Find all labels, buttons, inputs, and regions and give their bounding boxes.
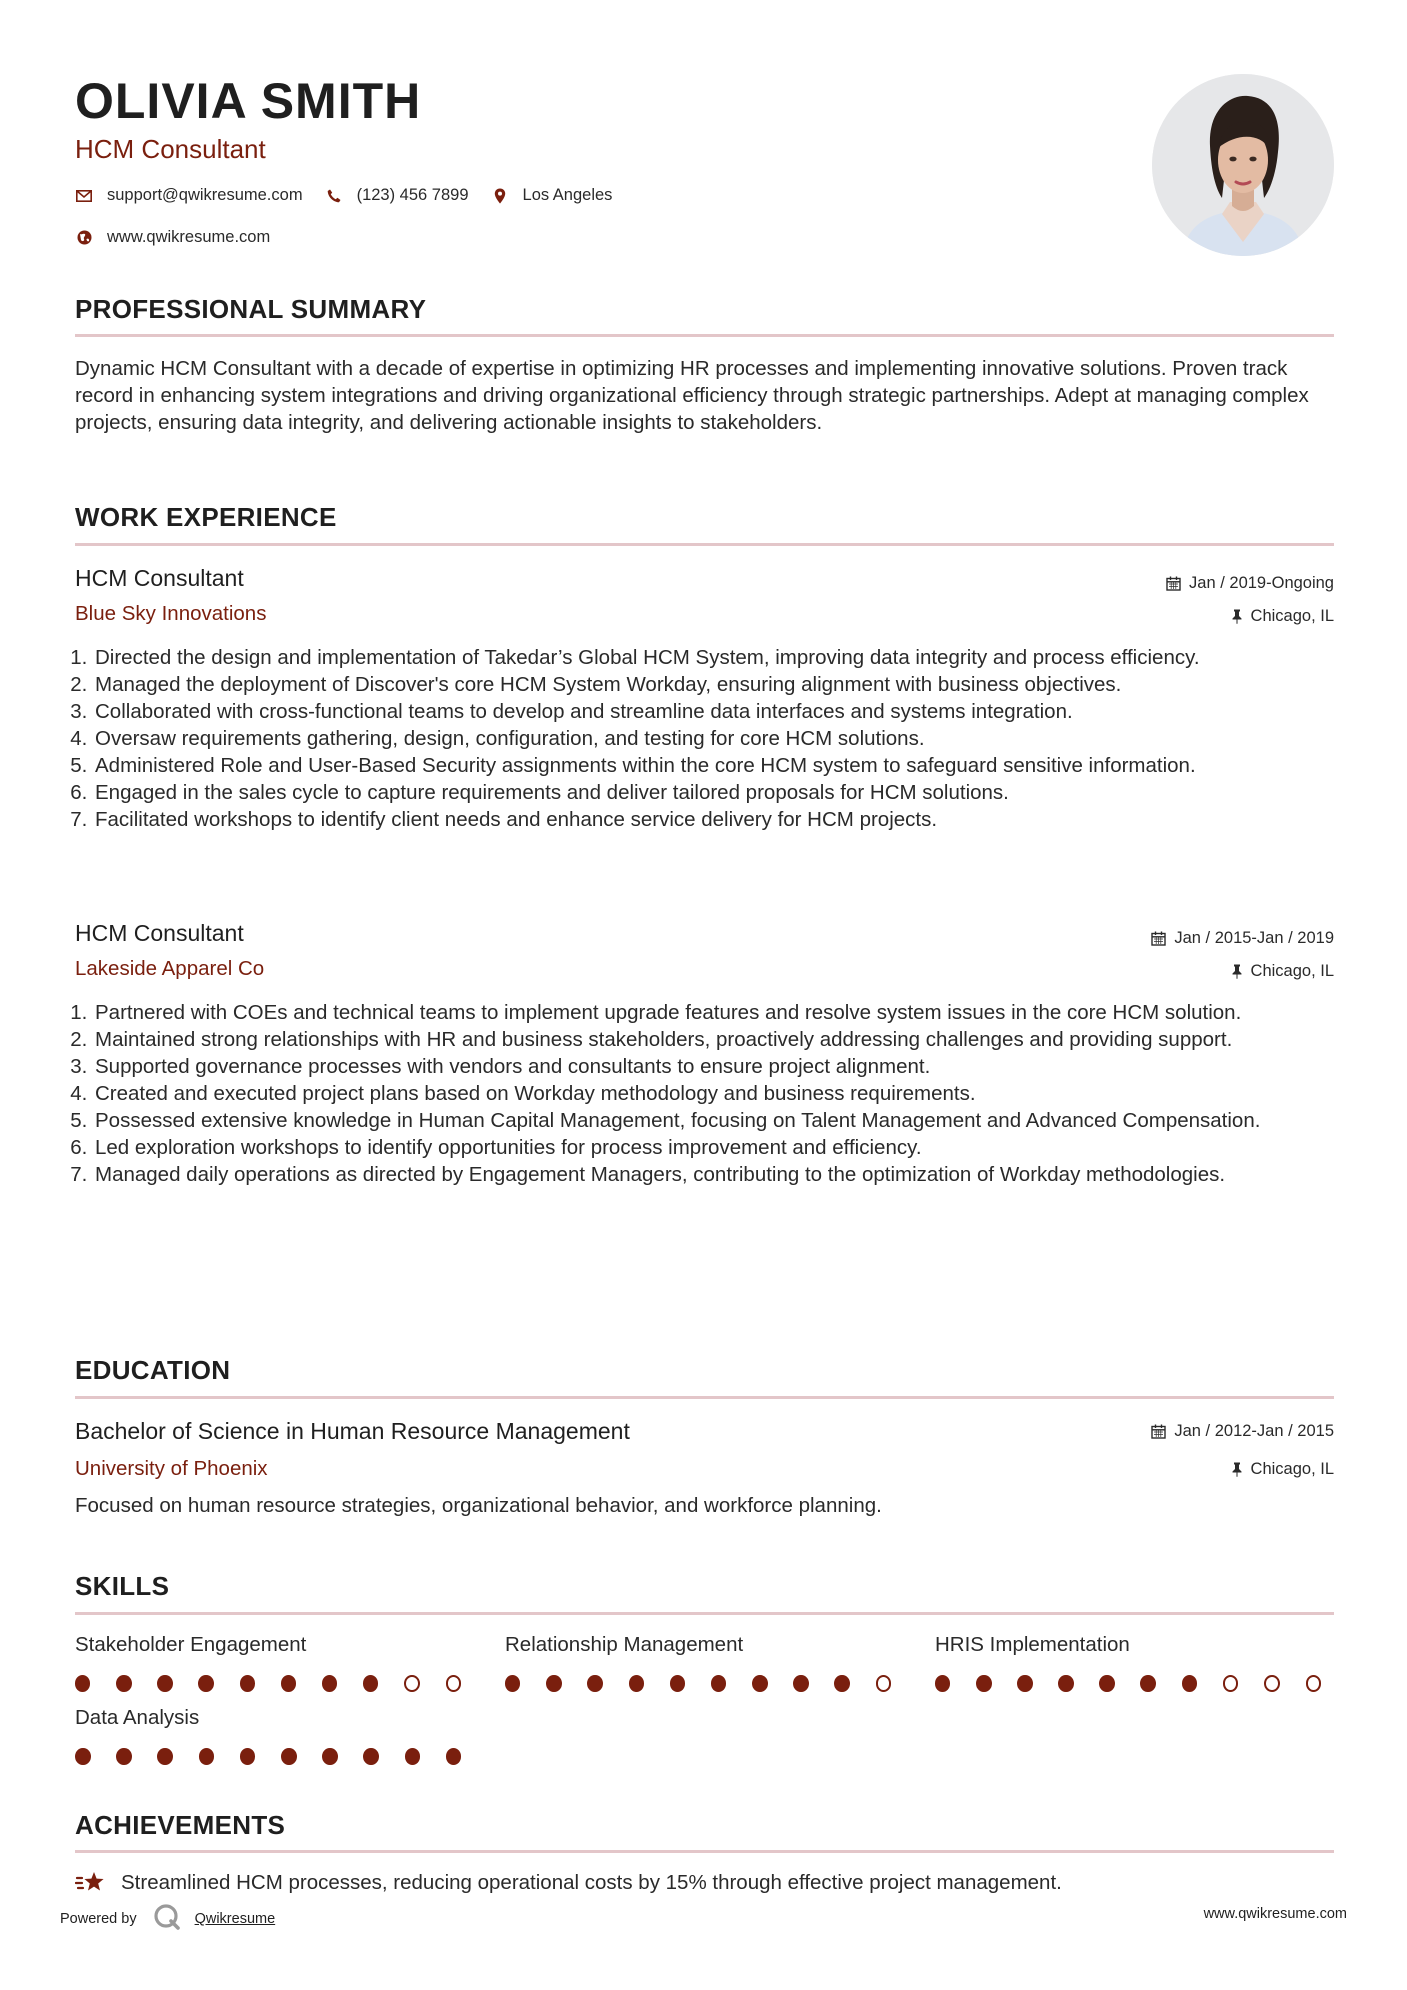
skill-name: Data Analysis [75,1706,200,1729]
education-heading: EDUCATION [75,1355,231,1385]
envelope-icon [75,187,93,205]
section-divider [75,334,1334,337]
skill-dot-filled [446,1748,462,1765]
skill-dot-filled [505,1675,520,1692]
skill-dot-filled [752,1675,767,1692]
skill-dot-filled [157,1748,173,1765]
education-location-text: Chicago, IL [1250,1460,1334,1478]
calendar-icon [1166,576,1181,591]
job-title: HCM Consultant [75,565,244,591]
skill-dot-filled [587,1675,602,1692]
skill-dot-filled [199,1748,215,1765]
job-title: HCM Consultant [75,920,244,946]
skill-dot-filled [322,1675,337,1692]
profile-photo [1152,74,1334,256]
achievement-item [75,1870,1062,1896]
skill-item [935,1633,1347,1692]
skill-dot-filled [322,1748,338,1765]
candidate-role: HCM Consultant [75,134,266,164]
skill-item [75,1706,487,1765]
calendar-icon [1151,931,1166,946]
company-name: Blue Sky Innovations [75,602,267,625]
list-item: 6. Engaged in the sales cycle to capture requirements and deliver tailored proposals for HCM solutions. [93,779,1355,806]
skill-dot-filled [75,1675,90,1692]
job-dates-text: Jan / 2015-Jan / 2019 [1174,929,1334,947]
achievements-heading: ACHIEVEMENTS [75,1810,286,1840]
summary-text: Dynamic HCM Consultant with a decade of expertise in optimizing HR processes and implementing innovative solutions. Proven track record in enhancing system integrations and driving organizational efficiency through strategic partnerships. Adept at managing complex projects, ensuring data integrity, and delivering actionable insights to stakeholders. [75,357,1309,434]
list-item: 1. Directed the design and implementation of Takedar’s Global HCM System, improving data integrity and process efficiency. [93,644,1355,671]
skill-dot-filled [1182,1675,1197,1692]
skill-dot-filled [1140,1675,1155,1692]
skill-dot-filled [935,1675,950,1692]
skill-dot-filled [240,1675,255,1692]
contact-row-primary [75,186,634,205]
pin-icon [1231,609,1243,624]
phone-icon [325,187,343,205]
skill-dot-filled [1017,1675,1032,1692]
skill-dot-filled [281,1675,296,1692]
company-name: Lakeside Apparel Co [75,957,265,980]
job-dates-text: Jan / 2019-Ongoing [1189,574,1334,592]
skill-dot-filled [240,1748,256,1765]
summary-heading: PROFESSIONAL SUMMARY [75,294,427,324]
job-location-text: Chicago, IL [1250,962,1334,980]
section-divider [75,1612,1334,1615]
skill-dot-filled [793,1675,808,1692]
skill-rating [505,1675,917,1692]
skill-dot-filled [976,1675,991,1692]
trophy-star-icon [75,1870,107,1896]
skill-dot-filled [405,1748,421,1765]
skill-item [505,1633,917,1692]
skill-rating [75,1675,487,1692]
skill-dot-filled [116,1748,132,1765]
job-location [1231,607,1334,626]
contact-location [491,186,613,205]
phone-text: (123) 456 7899 [356,186,469,204]
list-item: 2. Managed the deployment of Discover's core HCM System Workday, ensuring alignment with business objectives. [93,671,1355,698]
list-item: 4. Created and executed project plans based on Workday methodology and business requirements. [93,1080,1355,1107]
location-text: Los Angeles [522,186,613,204]
school-name: University of Phoenix [75,1457,268,1480]
skill-dot-filled [834,1675,849,1692]
calendar-icon [1151,1424,1166,1439]
skill-dot-filled [546,1675,561,1692]
education-location [1231,1460,1334,1479]
skill-dot-empty [1306,1675,1322,1692]
skill-name: Relationship Management [505,1633,744,1656]
skill-dot-filled [198,1675,213,1692]
skill-rating [75,1748,487,1765]
skill-dot-empty [876,1675,892,1692]
list-item: 6. Led exploration workshops to identify opportunities for process improvement and efficiency. [93,1134,1355,1161]
education-description: Focused on human resource strategies, organizational behavior, and workforce planning. [75,1494,882,1517]
skills-heading: SKILLS [75,1571,170,1601]
qwikresume-link[interactable]: Qwikresume [194,1911,276,1927]
job-bullets [75,644,1355,833]
pin-icon [1231,1462,1243,1477]
skill-dot-empty [446,1675,462,1692]
skill-dot-filled [157,1675,172,1692]
globe-icon [75,229,93,247]
list-item: 7. Facilitated workshops to identify client needs and enhance service delivery for HCM projects. [93,806,1355,833]
skill-dot-filled [670,1675,685,1692]
skill-dot-filled [629,1675,644,1692]
pin-icon [1231,964,1243,979]
education-dates-text: Jan / 2012-Jan / 2015 [1174,1422,1334,1440]
powered-by-label: Powered by [60,1911,137,1927]
map-pin-icon [491,187,509,205]
skill-dot-filled [711,1675,726,1692]
skill-dot-empty [404,1675,420,1692]
skill-item [75,1633,487,1692]
contact-phone[interactable] [325,186,469,205]
skill-dot-empty [1223,1675,1239,1692]
skill-dot-filled [116,1675,131,1692]
job-bullets [75,999,1355,1188]
footer-branding [60,1903,275,1935]
skill-dot-filled [75,1748,91,1765]
list-item: 1. Partnered with COEs and technical teams to implement upgrade features and resolve system issues in the core HCM solution. [93,999,1355,1026]
email-text: support@qwikresume.com [107,186,303,204]
footer-website[interactable]: www.qwikresume.com [1203,1906,1347,1922]
list-item: 5. Administered Role and User-Based Security assignments within the core HCM system to safeguard sensitive information. [93,752,1355,779]
skill-name: Stakeholder Engagement [75,1633,307,1656]
section-divider [75,1850,1334,1853]
section-divider [75,1396,1334,1399]
skill-dot-filled [363,1675,378,1692]
skill-rating [935,1675,1347,1692]
achievement-text: Streamlined HCM processes, reducing operational costs by 15% through effective project management. [121,1871,1062,1894]
skill-dot-filled [1058,1675,1073,1692]
job-dates [1166,574,1334,593]
contact-website[interactable] [75,228,270,247]
contact-row-secondary [75,228,292,247]
skill-dot-filled [281,1748,297,1765]
experience-heading: WORK EXPERIENCE [75,502,337,532]
list-item: 5. Possessed extensive knowledge in Human Capital Management, focusing on Talent Management and Advanced Compensation. [93,1107,1355,1134]
skill-dot-filled [363,1748,379,1765]
degree-title: Bachelor of Science in Human Resource Management [75,1418,630,1444]
candidate-name: OLIVIA SMITH [75,73,422,129]
contact-email[interactable] [75,186,303,205]
list-item: 2. Maintained strong relationships with HR and business stakeholders, proactively addressing challenges and providing support. [93,1026,1355,1053]
list-item: 4. Oversaw requirements gathering, design, configuration, and testing for core HCM solutions. [93,725,1355,752]
skill-name: HRIS Implementation [935,1633,1130,1656]
job-dates [1151,929,1334,948]
qwikresume-logo-icon [153,1903,181,1935]
list-item: 7. Managed daily operations as directed by Engagement Managers, contributing to the optimization of Workday methodologies. [93,1161,1355,1188]
website-text: www.qwikresume.com [107,228,271,246]
job-location-text: Chicago, IL [1250,607,1334,625]
skill-dot-empty [1264,1675,1280,1692]
skill-dot-filled [1099,1675,1114,1692]
list-item: 3. Collaborated with cross-functional teams to develop and streamline data interfaces and systems integration. [93,698,1355,725]
education-dates [1151,1422,1334,1441]
section-divider [75,543,1334,546]
job-location [1231,962,1334,981]
list-item: 3. Supported governance processes with vendors and consultants to ensure project alignment. [93,1053,1355,1080]
